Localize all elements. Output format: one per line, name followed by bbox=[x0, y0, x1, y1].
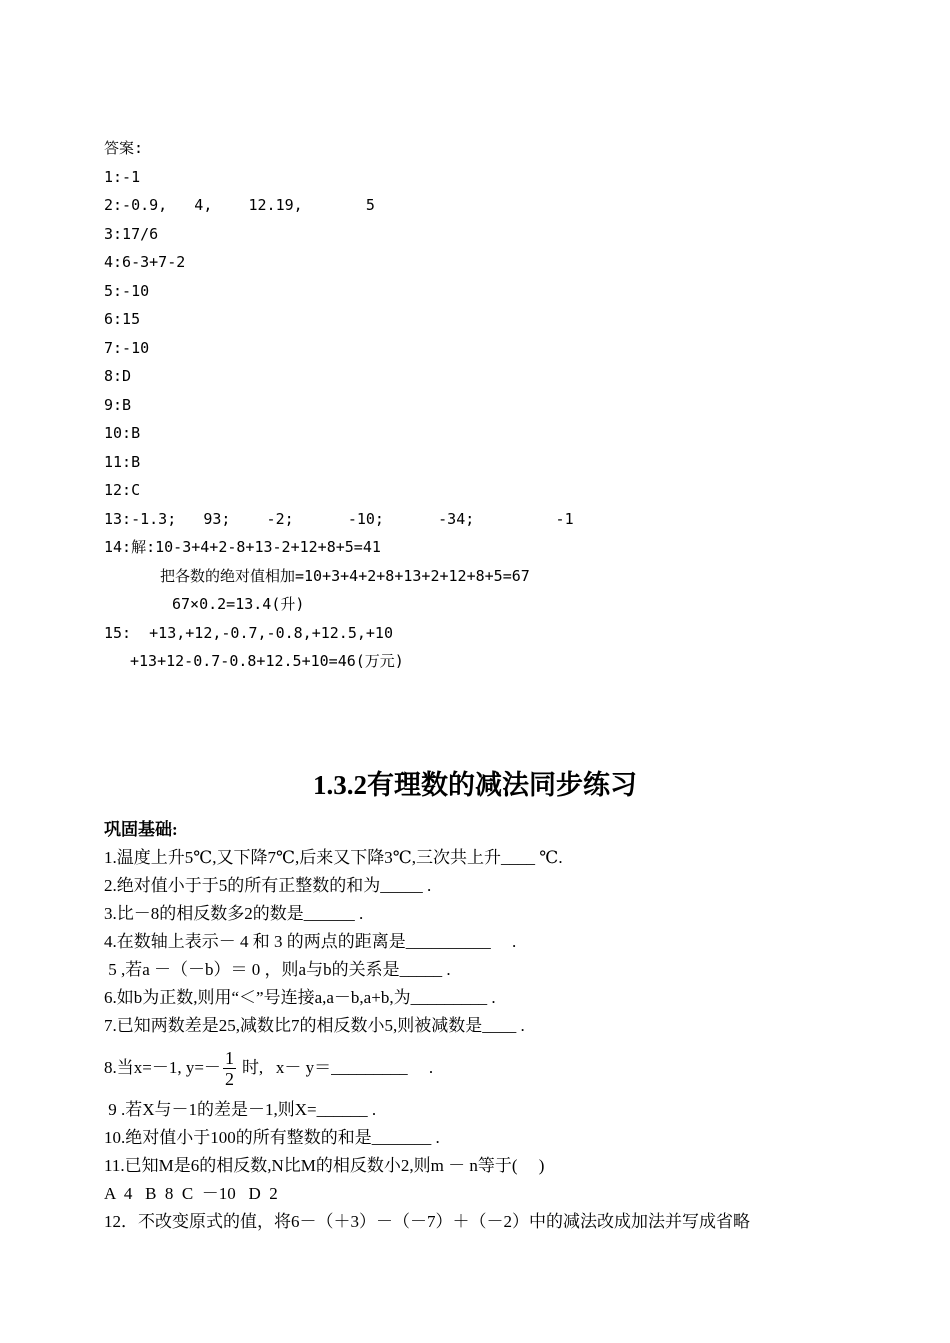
answer-line-9: 9:B bbox=[104, 395, 132, 414]
answer-line-8: 8:D bbox=[104, 367, 132, 385]
answer-line-6: 6:15 bbox=[104, 310, 141, 328]
answer-14-step-2: 把各数的绝对值相加=10+3+4+2+8+13+2+12+8+5=67 bbox=[160, 566, 530, 585]
question-7: 7.已知两数差是25,减数比7的相反数小5,则被减数是____ . bbox=[104, 1016, 525, 1035]
fraction-one-half bbox=[223, 1048, 236, 1089]
answer-line-2: 2:-0.9, 4, 12.19, 5 bbox=[104, 196, 375, 214]
question-9: 9 .若X与－1的差是－1,则X=______ . bbox=[104, 1100, 377, 1119]
question-10: 10.绝对值小于100的所有整数的和是_______ . bbox=[104, 1128, 440, 1147]
answer-line-13: 13:-1.3; 93; -2; -10; -34; -1 bbox=[104, 509, 574, 528]
question-11-options: A 4 B 8 C －10 D 2 bbox=[104, 1184, 278, 1203]
questions-section bbox=[104, 816, 864, 1236]
question-8-suffix: 时, x－ y＝_________ . bbox=[241, 1058, 434, 1077]
exercise-title: 1.3.2有理数的减法同步练习 bbox=[313, 770, 637, 800]
question-12: 12．不改变原式的值，将6－（＋3）－（－7）＋（－2）中的减法改成加法并写成省略 bbox=[104, 1212, 750, 1231]
answer-line-14: 14:解:10-3+4+2-8+13-2+12+8+5=41 bbox=[104, 538, 381, 556]
question-1: 1.温度上升5℃,又下降7℃,后来又下降3℃,三次共上升____ ℃. bbox=[104, 848, 563, 867]
answer-line-1: 1:-1 bbox=[104, 167, 141, 186]
question-2: 2.绝对值小于于5的所有正整数的和为_____ . bbox=[104, 876, 432, 895]
question-6: 6.如b为正数,则用“＜”号连接a,a－b,a+b,为_________ . bbox=[104, 988, 496, 1007]
answer-line-4: 4:6-3+7-2 bbox=[104, 253, 186, 271]
answer-line-11: 11:B bbox=[104, 452, 141, 471]
question-11: 11.已知M是6的相反数,N比M的相反数小2,则m － n等于( ) bbox=[104, 1156, 545, 1175]
fraction-numerator: 1 bbox=[224, 1047, 234, 1068]
answers-heading: 答案: bbox=[104, 139, 144, 157]
answer-14-step-3: 67×0.2=13.4(升) bbox=[172, 595, 305, 613]
answer-line-10: 10:B bbox=[104, 424, 141, 442]
question-5: 5 ,若a －（－b）＝ 0 ，则a与b的关系是_____ . bbox=[104, 960, 451, 979]
answer-15-step-2: +13+12-0.7-0.8+12.5+10=46(万元) bbox=[130, 652, 404, 670]
answer-line-5: 5:-10 bbox=[104, 281, 150, 300]
answer-line-7: 7:-10 bbox=[104, 338, 150, 357]
answer-line-12: 12:C bbox=[104, 481, 141, 499]
question-4: 4.在数轴上表示－ 4 和 3 的两点的距离是__________ . bbox=[104, 932, 517, 951]
answer-line-15: 15: +13,+12,-0.7,-0.8,+12.5,+10 bbox=[104, 623, 393, 642]
answers-section bbox=[104, 134, 864, 676]
question-8 bbox=[104, 1040, 864, 1096]
fraction-denominator: 2 bbox=[224, 1068, 234, 1089]
question-8-prefix: 8.当x=－1, y=－ bbox=[104, 1058, 221, 1077]
answer-line-3: 3:17/6 bbox=[104, 224, 159, 243]
question-3: 3.比－8的相反数多2的数是______ . bbox=[104, 904, 364, 923]
subheading: 巩固基础: bbox=[104, 820, 178, 839]
